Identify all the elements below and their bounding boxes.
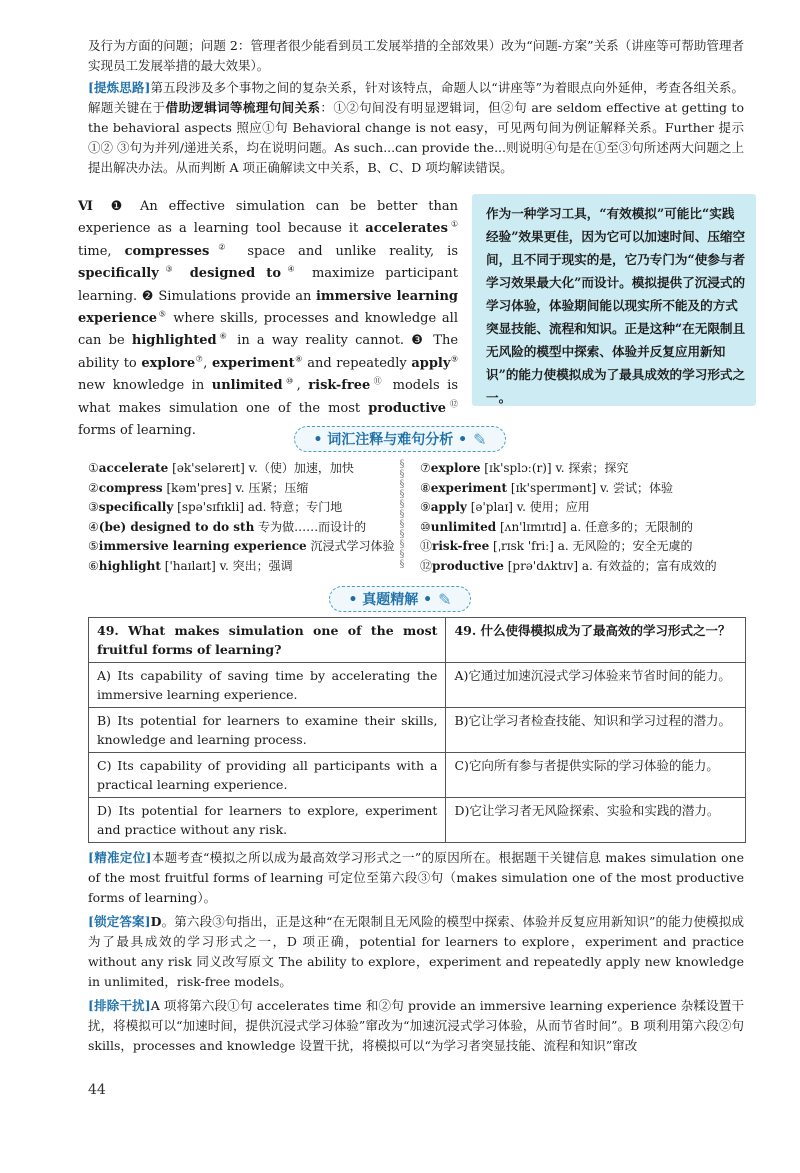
vocab-num: ⑦ <box>420 461 431 475</box>
tilian-tag: [提炼思路] <box>88 80 151 95</box>
vocab-phon: [kəm'pres] <box>166 480 232 495</box>
vocab-def: v. 尝试；体验 <box>600 480 674 495</box>
vocab-item <box>88 518 388 538</box>
vocab-num: ⑫ <box>420 558 433 573</box>
vocab-num: ① <box>88 461 99 475</box>
vocab-item <box>88 557 388 577</box>
pen-icon: ✎ <box>473 429 487 449</box>
exclude-tag: [排除干扰] <box>88 998 151 1013</box>
vocab-def: v. 探索；探究 <box>555 461 629 475</box>
vocab-num: ⑪ <box>420 539 433 554</box>
option-a-en: A) Its capability of saving time by accelerating the immersive learning experience. <box>89 663 446 708</box>
vocab-section-header <box>0 426 800 452</box>
vocab-num: ⑨ <box>420 500 431 515</box>
table-row <box>89 663 746 708</box>
exclude-paragraph: [排除干扰]A 项将第六段①句 accelerates time 和②句 provide an immersive learning experience 杂糅设置干扰，将模拟可以“加速时间，提供沉浸式学习体验”窜改为“加速沉浸式学习体验，从而节省时间”。B 项利用第六段②句 skills，processes and knowledge 设置干扰，将模拟可以“为学习者突显技能、流程和知识”窜改 <box>88 998 744 1053</box>
vocab-num: ② <box>88 480 99 495</box>
vocab-def: a. 无风险的；安全无虞的 <box>557 539 693 554</box>
passage-paragraph-6: Ⅵ ❶ An effective simulation can be better than experience as a learning tool because it accelerates① time, compresses② space and unlike reality, is specifically③ designed to④ maximize participant learning. ❷ Simulations provide an immersive learning experience⑤ where skills, processes and knowledge all can be highlighted⑥ in a way reality cannot. ❸ The ability to explore⑦, experiment⑧ and repeatedly apply⑨ new knowledge in unlimited⑩, risk-free⑪ models is what makes simulation one of the most productive⑫ forms of learning. <box>78 199 459 439</box>
question-zh: 49. 什么使得模拟成为了最高效的学习形式之一？ <box>446 618 746 663</box>
option-c-en: C) Its capability of providing all participants with a practical learning experience. <box>89 753 446 798</box>
question-en: 49. What makes simulation one of the most fruitful forms of learning? <box>89 618 446 663</box>
vocab-def: v. 使用；应用 <box>516 500 590 515</box>
vocab-word: accelerate <box>98 461 169 475</box>
vocab-item <box>420 518 750 538</box>
vocab-def: v.（使）加速，加快 <box>248 461 354 475</box>
vocab-item <box>420 537 750 557</box>
vocab-num: ⑤ <box>88 539 99 554</box>
vocab-phon: [ɪk'splɔː(r)] <box>484 461 552 475</box>
table-row <box>89 798 746 843</box>
vocab-word: highlight <box>98 558 161 573</box>
vocab-phon: [ɪk'sperɪmənt] <box>510 480 597 495</box>
locate-paragraph: [精准定位]本题考查“模拟之所以成为最高效学习形式之一”的原因所在。根据题干关键信息 makes simulation one of the most fruitful forms of learning 可定位至第六段③句（makes simulation one of the most productive forms of learning）。 <box>88 850 744 905</box>
vocab-word: specifically <box>98 500 174 515</box>
vocab-def: v. 压紧；压缩 <box>235 480 309 495</box>
vocab-word: immersive learning experience <box>98 539 307 554</box>
locate-tag: [精准定位] <box>88 850 152 865</box>
vocab-def: 沉浸式学习体验 <box>310 539 395 554</box>
tilian-paragraph: [提炼思路]第五段涉及多个事物之间的复杂关系，针对该特点，命题人以“讲座等”为着眼点向外延伸，考查各组关系。解题关键在于借助逻辑词等梳理句间关系：①②句间没有明显逻辑词，但②句 are seldom effective at getting to the behavioral aspects 照应①句 Behavioral change is not easy，可见两句间为例证解释关系。Further 提示①② ③句为并列/递进关系，均在说明问题。As such...can provide the...则说明④句是在①至③句所述两大问题之上提出解决办法。从而判断 A 项正确解读文中关系，B、C、D 项均解读错误。 <box>88 80 744 175</box>
table-row <box>89 618 746 663</box>
option-c-zh: C)它向所有参与者提供实际的学习体验的能力。 <box>446 753 746 798</box>
vocab-list-left <box>88 459 395 577</box>
vocab-word: compress <box>98 480 163 495</box>
vocab-phon: [ək'seləreɪt] <box>172 461 245 475</box>
vocab-phon: [ə'plaɪ] <box>470 500 513 515</box>
translation-box: 作为一种学习工具，“有效模拟”可能比“实践经验”效果更佳，因为它可以加速时间、压缩空间，且不同于现实的是，它乃专门为“使参与者学习效果最大化”而设计。模拟提供了沉浸式的学习体验，体验期间能以现实所不能及的方式突显技能、流程和知识。正是这种“在无限制且无风险的模型中探索、体验并反复应用新知识”的能力使模拟成为了最具成效的学习形式之一。 <box>472 194 756 406</box>
vocab-item <box>420 459 750 479</box>
vocab-item <box>88 459 388 479</box>
answer-paragraph: [锁定答案]D。第六段③句指出，正是这种“在无限制且无风险的模型中探索、体验并反复应用新知识”的能力使模拟成为了最具成效的学习形式之一，D 项正确，potential for learners to explore，experiment and practice without any risk 同义改写原文 The ability to explore，experiment and repeatedly apply new knowledge in unlimited，risk-free models。 <box>88 914 744 989</box>
vocab-num: ③ <box>88 500 99 515</box>
vocab-num: ④ <box>88 519 99 534</box>
vocab-num: ⑧ <box>420 480 431 495</box>
table-row <box>89 753 746 798</box>
vocab-def: ad. 特意；专门地 <box>247 500 343 515</box>
vocab-list-right <box>420 459 750 577</box>
vocab-word: explore <box>430 461 481 475</box>
option-d-en: D) Its potential for learners to explore, experiment and practice without any risk. <box>89 798 446 843</box>
vocab-word: (be) designed to do sth <box>98 519 255 534</box>
option-d-zh: D)它让学习者无风险探索、实验和实践的潜力。 <box>446 798 746 843</box>
vocab-word: experiment <box>430 480 508 495</box>
intro-paragraph: 及行为方面的问题；问题 2：管理者很少能看到员工发展举措的全部效果）改为“问题-方案”关系（讲座等可帮助管理者实现员工发展举措的最大效果）。 <box>88 38 744 73</box>
vocab-phon: [ˌrɪsk 'friː] <box>493 539 554 554</box>
vocab-def: 专为做……而设计的 <box>258 519 367 534</box>
vocab-item <box>420 479 750 499</box>
vocab-def: v. 突出；强调 <box>219 558 293 573</box>
vocab-def: a. 任意多的；无限制的 <box>570 519 694 534</box>
vocab-item <box>88 498 388 518</box>
vocab-header-pill: • 词汇注释与难句分析 • ✎ <box>294 426 505 452</box>
vocab-word: unlimited <box>430 519 497 534</box>
vocab-phon: [ʌn'lɪmɪtɪd] <box>499 519 567 534</box>
vocab-item <box>88 479 388 499</box>
exam-header-pill: • 真题精解 • ✎ <box>329 586 470 612</box>
exam-section-header <box>0 586 800 612</box>
vocab-phon: [spə'sɪfɪkli] <box>177 500 244 515</box>
pen-icon: ✎ <box>438 589 452 609</box>
question-table <box>88 617 746 843</box>
vocab-word: risk-free <box>432 539 490 554</box>
vocab-item <box>420 557 750 577</box>
option-b-en: B) Its potential for learners to examine their skills, knowledge and learning process. <box>89 708 446 753</box>
vocab-item <box>420 498 750 518</box>
table-row <box>89 708 746 753</box>
vocab-def: a. 有效益的；富有成效的 <box>581 558 717 573</box>
vocab-divider: § § § § § § § § § § § <box>399 459 405 570</box>
option-a-zh: A)它通过加速沉浸式学习体验来节省时间的能力。 <box>446 663 746 708</box>
vocab-item <box>88 537 395 557</box>
vocab-phon: [prə'dʌktɪv] <box>507 558 579 573</box>
paragraph-number: Ⅵ <box>78 199 100 214</box>
vocab-phon: ['haɪlaɪt] <box>164 558 216 573</box>
vocab-word: apply <box>430 500 467 515</box>
vocab-num: ⑥ <box>88 558 99 573</box>
answer-letter: D <box>150 914 162 929</box>
vocab-word: productive <box>432 558 504 573</box>
vocab-num: ⑩ <box>420 519 431 534</box>
answer-tag: [锁定答案] <box>88 914 151 929</box>
option-b-zh: B)它让学习者检查技能、知识和学习过程的潜力。 <box>446 708 746 753</box>
page-number: 44 <box>88 1082 106 1098</box>
